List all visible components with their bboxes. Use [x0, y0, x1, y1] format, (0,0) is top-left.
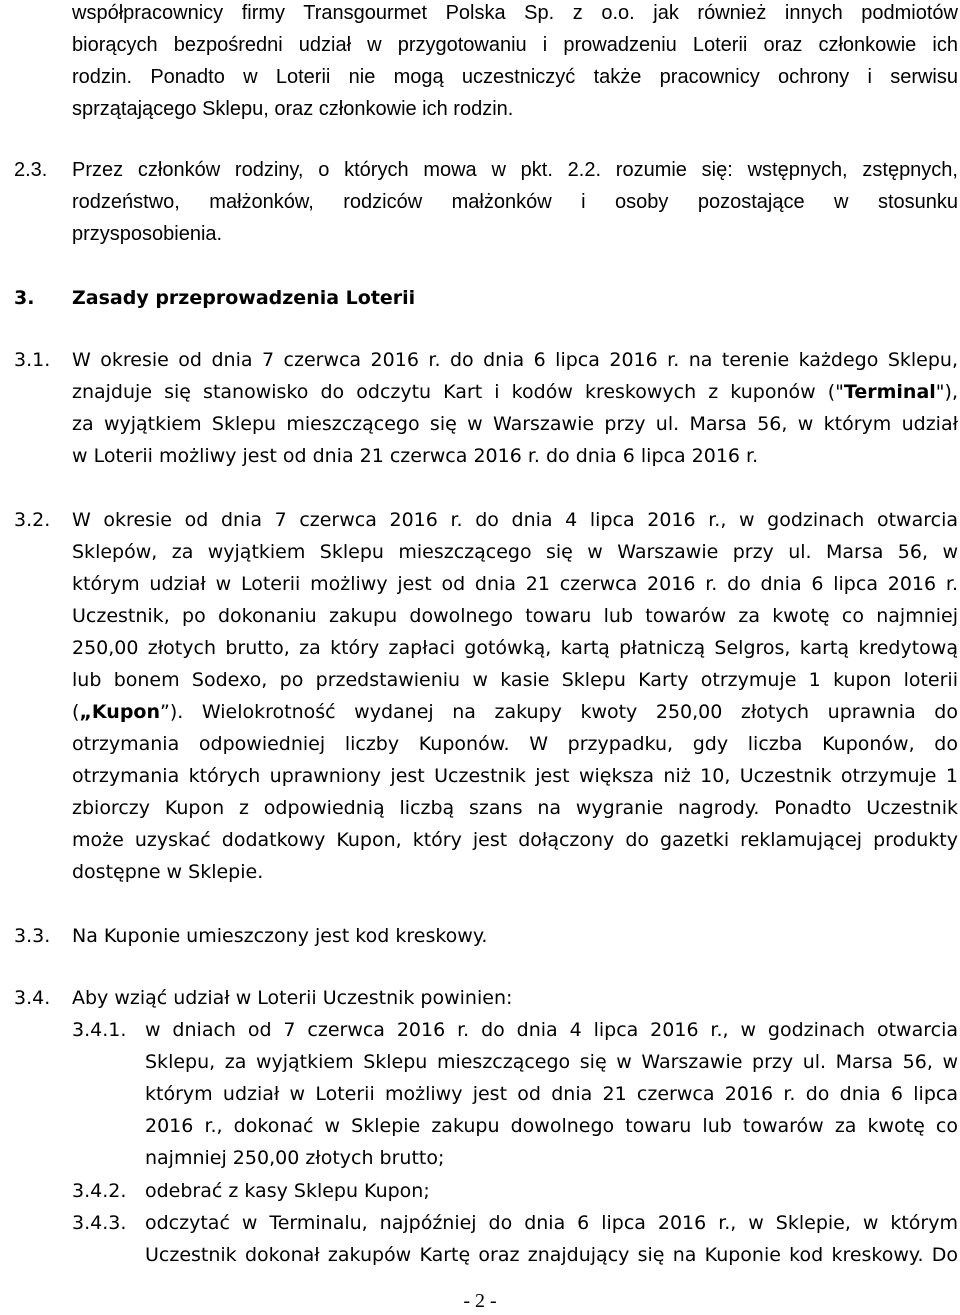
item-number-3-2: 3.2.: [14, 509, 51, 531]
p-3-2-line-7-c: ”). Wielokrotność wydanej na zakupy kwoty 250,00 złotych uprawnia do: [160, 701, 958, 723]
intro-line-1: współpracownicy firmy Transgourmet Polska Sp. z o.o. jak również innych podmiotów: [72, 2, 958, 24]
p-3-2-line-1: W okresie od dnia 7 czerwca 2016 r. do dnia 4 lipca 2016 r., w godzinach otwarcia: [72, 509, 958, 531]
p-2-3-line-3: przysposobienia.: [72, 223, 223, 245]
p-3-2-line-2: Sklepów, za wyjątkiem Sklepu mieszczącego się w Warszawie przy ul. Marsa 56, w: [72, 541, 958, 563]
terminal-term: Terminal: [843, 381, 936, 403]
p-3-2-line-3: którym udział w Loterii możliwy jest od dnia 21 czerwca 2016 r. do dnia 6 lipca 2016 r.: [72, 573, 958, 595]
p-3-2-line-9: otrzymania których uprawniony jest Uczestnik jest większa niż 10, Uczestnik otrzymuje 1: [72, 765, 958, 787]
p-3-1-line-2: [72, 381, 958, 403]
p-3-2-line-10: zbiorczy Kupon z odpowiednią liczbą szans na wygranie nagrody. Ponadto Uczestnik: [72, 797, 958, 819]
p-3-2-line-6: lub bonem Sodexo, po przedstawieniu w kasie Sklepu Karty otrzymuje 1 kupon loterii: [72, 669, 958, 691]
p-3-4-3-line-1: odczytać w Terminalu, najpóźniej do dnia 6 lipca 2016 r., w Sklepie, w którym: [145, 1212, 958, 1234]
p-2-3-line-1: Przez członków rodziny, o których mowa w pkt. 2.2. rozumie się: wstępnych, zstępnych,: [72, 159, 958, 181]
p-3-3-line-1: Na Kuponie umieszczony jest kod kreskowy.: [72, 925, 488, 947]
section-title: Zasady przeprowadzenia Loterii: [72, 287, 416, 309]
p-3-1-line-2-a: znajduje się stanowisko do odczytu Kart i kodów kreskowych z kuponów (": [72, 381, 844, 403]
p-3-4-2-line-1: odebrać z kasy Sklepu Kupon;: [145, 1180, 430, 1202]
p-3-4-1-line-4: 2016 r., dokonać w Sklepie zakupu dowolnego towaru lub towarów za kwotę co: [145, 1115, 958, 1137]
kupon-term: „Kupon: [79, 701, 161, 723]
p-3-4-1-line-1: w dniach od 7 czerwca 2016 r. do dnia 4 lipca 2016 r., w godzinach otwarcia: [145, 1019, 958, 1041]
p-3-2-line-7: [72, 701, 958, 723]
p-3-4-1-line-2: Sklepu, za wyjątkiem Sklepu mieszczącego się w Warszawie przy ul. Marsa 56, w: [145, 1051, 958, 1073]
p-3-2-line-11: może uzyskać dodatkowy Kupon, który jest dołączony do gazetki reklamującej produkty: [72, 829, 958, 851]
p-3-1-line-1: W okresie od dnia 7 czerwca 2016 r. do dnia 6 lipca 2016 r. na terenie każdego Sklepu,: [72, 349, 958, 371]
p-3-2-line-12: dostępne w Sklepie.: [72, 861, 264, 883]
p-3-2-line-7-a: (: [72, 701, 80, 723]
p-3-1-line-4: w Loterii możliwy jest od dnia 21 czerwca 2016 r. do dnia 6 lipca 2016 r.: [72, 445, 759, 467]
item-number-3-1: 3.1.: [14, 349, 51, 371]
p-3-4-1-line-3: którym udział w Loterii możliwy jest od dnia 21 czerwca 2016 r. do dnia 6 lipca: [145, 1083, 958, 1105]
p-3-4-3-line-2: Uczestnik dokonał zakupów Kartę oraz znajdujący się na Kuponie kod kreskowy. Do: [145, 1244, 958, 1266]
intro-line-4: sprzątającego Sklepu, oraz członkowie ich rodzin.: [72, 98, 514, 120]
item-number-3-4-2: 3.4.2.: [72, 1180, 127, 1202]
item-number-2-3: 2.3.: [14, 159, 48, 181]
page-number: - 2 -: [463, 1290, 497, 1312]
intro-line-3: rodzin. Ponadto w Loterii nie mogą uczestniczyć także pracownicy ochrony i serwisu: [72, 66, 958, 88]
section-number-3: 3.: [14, 287, 35, 309]
item-number-3-4-1: 3.4.1.: [72, 1019, 127, 1041]
item-number-3-3: 3.3.: [14, 925, 51, 947]
item-number-3-4-3: 3.4.3.: [72, 1212, 127, 1234]
p-3-2-line-5: 250,00 złotych brutto, za który zapłaci gotówką, kartą płatniczą Selgros, kartą kredytową: [72, 637, 958, 659]
p-3-2-line-4: Uczestnik, po dokonaniu zakupu dowolnego towaru lub towarów za kwotę co najmniej: [72, 605, 958, 627]
p-3-4-1-line-5: najmniej 250,00 złotych brutto;: [145, 1147, 445, 1169]
p-3-4-line-1: Aby wziąć udział w Loterii Uczestnik powinien:: [72, 987, 513, 1009]
p-3-1-line-2-c: "),: [935, 381, 958, 403]
item-number-3-4: 3.4.: [14, 987, 51, 1009]
p-2-3-line-2: rodzeństwo, małżonków, rodziców małżonków i osoby pozostające w stosunku: [72, 191, 958, 213]
p-3-2-line-8: otrzymania odpowiedniej liczby Kuponów. W przypadku, gdy liczba Kuponów, do: [72, 733, 958, 755]
p-3-1-line-3: za wyjątkiem Sklepu mieszczącego się w Warszawie przy ul. Marsa 56, w którym udział: [72, 413, 958, 435]
intro-line-2: biorących bezpośredni udział w przygotowaniu i prowadzeniu Loterii oraz członkowie ich: [72, 34, 958, 56]
